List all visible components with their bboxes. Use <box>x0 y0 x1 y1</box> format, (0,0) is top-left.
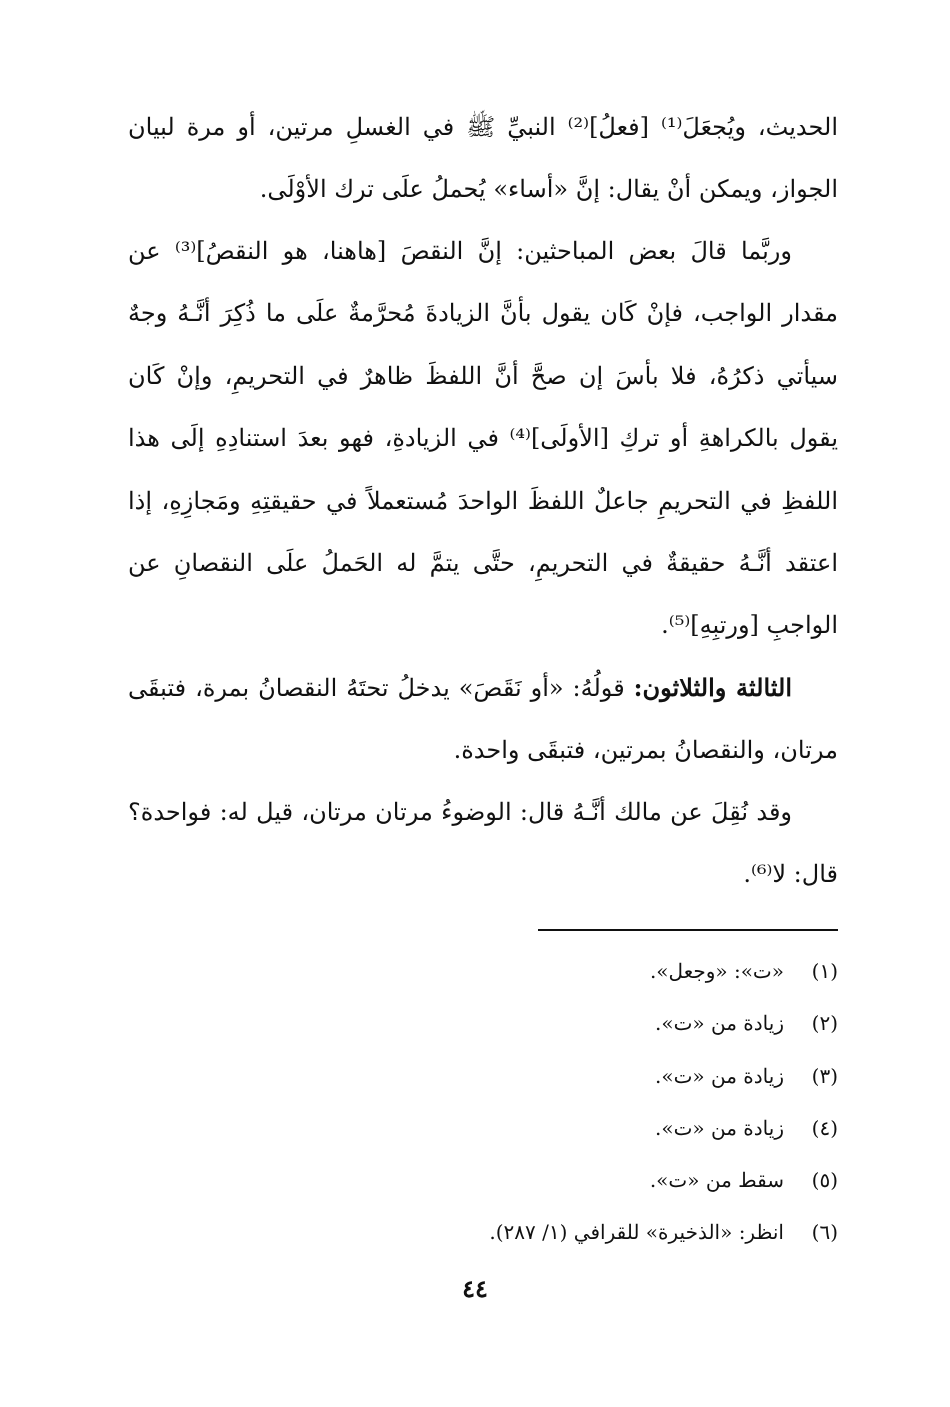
footnote-number: (٤) <box>811 1115 838 1140</box>
footnote-item <box>128 997 838 1049</box>
footnote-text: زيادة من «ت». <box>654 1011 784 1036</box>
footnote-text: زيادة من «ت». <box>654 1115 784 1140</box>
paragraph-text: وربَّما قالَ بعض المباحثين: إنَّ النقصَ [هاهنا، هو النقصُ]⁽³⁾ عن مقدار الواجب، فإنْ كَان يقول بأنَّ الزيادةَ مُحرَّمةٌ علَى ما ذُكِرَ أنَّـهُ وجهٌ سيأتي ذكرُهُ، فلا بأسَ إن صحَّ أنَّ اللفظَ ظاهرٌ في التحريمِ، وإنْ كَان يقول بالكراهةِ أو تركِ [الأولَى]⁽⁴⁾ في الزيادةِ، فهو بعدَ استنادِهِ إلَى هذا اللفظِ في التحريمِ جاعلٌ اللفظَ الواحدَ مُستعملاً في حقيقتِهِ ومَجازِهِ، إذا اعتقد أنَّـهُ حقيقةٌ في التحريمِ، حتَّى يتمَّ له الحَملُ علَى النقصانِ عن الواجبِ [ورتبِهِ]⁽⁵⁾. <box>128 237 838 640</box>
paragraph-2 <box>128 220 838 657</box>
page-number: ٤٤ <box>462 1274 488 1303</box>
footnote-separator <box>538 929 838 931</box>
footnote-text: سقط من «ت». <box>649 1168 784 1193</box>
footnote-item <box>128 1154 838 1206</box>
footnote-number: (١) <box>811 959 838 983</box>
footnote-number: (٦) <box>811 1220 838 1245</box>
paragraph-text <box>128 657 838 782</box>
footnote-item <box>128 1050 838 1102</box>
footnote-item <box>128 1102 838 1154</box>
section-heading: الثالثة والثلاثون: <box>633 673 792 702</box>
footnotes <box>128 945 838 1259</box>
footnote-text: انظر: «الذخيرة» للقرافي (١/ ٢٨٧). <box>489 1220 784 1245</box>
paragraph-4 <box>128 781 838 906</box>
footnote-text: زيادة من «ت». <box>654 1063 784 1088</box>
footnote-number: (٥) <box>811 1168 838 1193</box>
footnote-number: (٢) <box>811 1011 838 1036</box>
footnote-number: (٣) <box>811 1063 838 1088</box>
footnote-text: «ت»: «وجعل». <box>649 959 784 983</box>
footnote-item <box>128 945 838 997</box>
section-text: قولُهُ: «أو نَقَصَ» يدخلُ تحتَهُ النقصانُ بمرة، فتبقَى مرتان، والنقصانُ بمرتين، فتبقَى واحدة. <box>128 674 838 765</box>
footnote-item <box>128 1206 838 1258</box>
paragraph-text: الحديث، ويُجعَلَ⁽¹⁾ [فعلُ]⁽²⁾ النبيِّ ﷺ في الغسلِ مرتين، أو مرة لبيان الجواز، ويمكن أنْ يقال: إنَّ «أساء» يُحملُ علَى ترك الأوْلَى. <box>128 113 838 204</box>
paragraph-1 <box>128 96 838 221</box>
paragraph-text: وقد نُقِلَ عن مالك أنَّـهُ قال: الوضوءُ مرتان مرتان، قيل له: فواحدة؟ قال: لا⁽⁶⁾. <box>128 798 838 889</box>
paragraph-3 <box>128 657 838 782</box>
